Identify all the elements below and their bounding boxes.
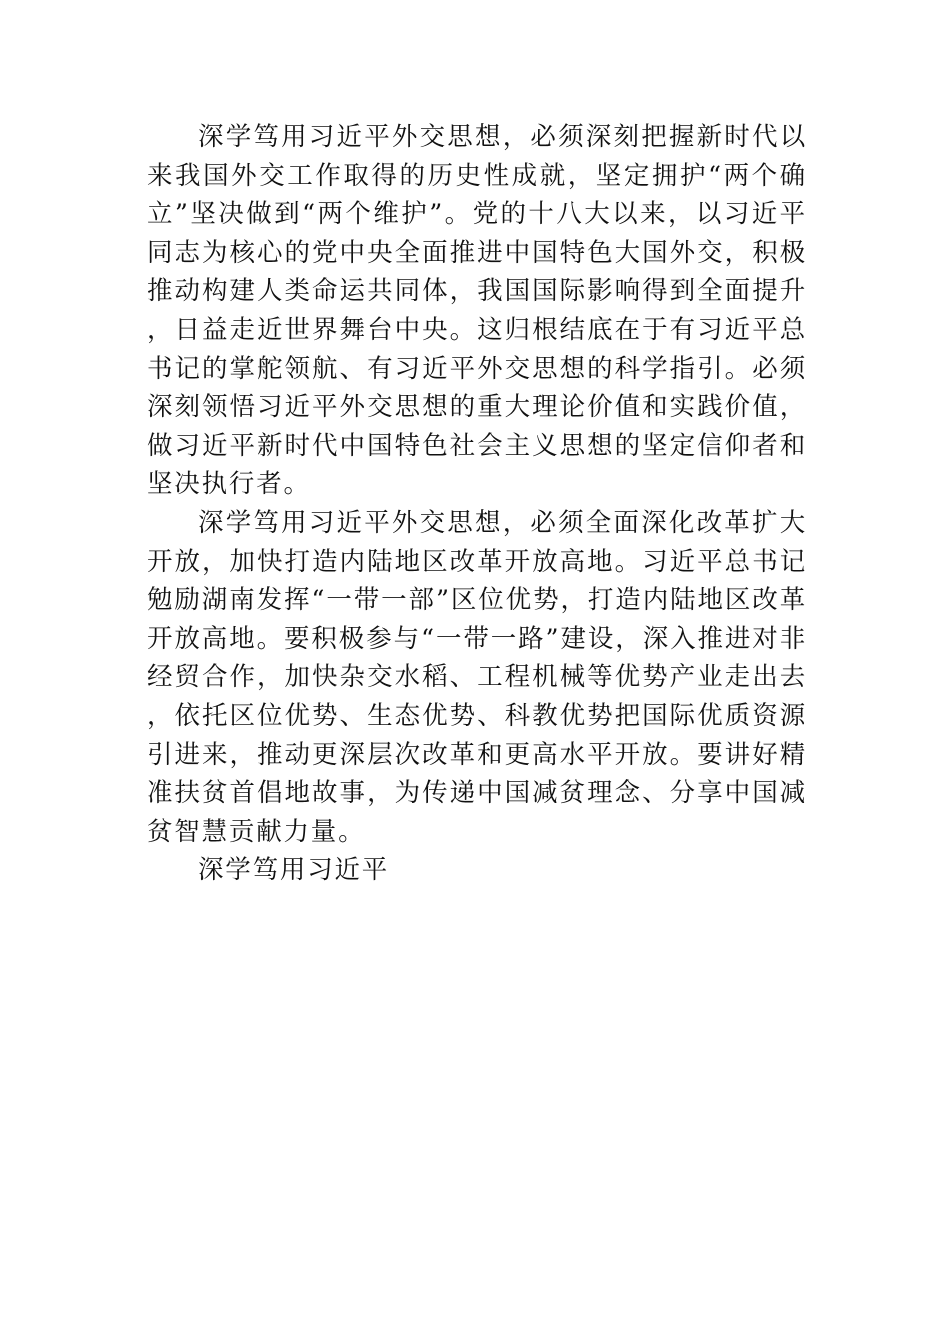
paragraph-1: 深学笃用习近平外交思想，必须深刻把握新时代以来我国外交工作取得的历史性成就，坚定拥护“两个确立”坚决做到“两个维护”。党的十八大以来，以习近平同志为核心的党中央全面推进中国特色大国外交，积极推动构建人类命运共同体，我国国际影响得到全面提升，日益走近世界舞台中央。这归根结底在于有习近平总书记的掌舵领航、有习近平外交思想的科学指引。必须深刻领悟习近平外交思想的重大理论价值和实践价值，做习近平新时代中国特色社会主义思想的坚定信仰者和坚决执行者。	[147, 122, 807, 500]
document-body	[147, 118, 807, 890]
paragraph-3: 深学笃用习近平	[198, 855, 390, 886]
paragraph-2: 深学笃用习近平外交思想，必须全面深化改革扩大开放，加快打造内陆地区改革开放高地。习近平总书记勉励湖南发挥“一带一部”区位优势，打造内陆地区改革开放高地。要积极参与“一带一路”建设，深入推进对非经贸合作，加快杂交水稻、工程机械等优势产业走出去，依托区位优势、生态优势、科教优势把国际优质资源引进来，推动更深层次改革和更高水平开放。要讲好精准扶贫首倡地故事，为传递中国减贫理念、分享中国减贫智慧贡献力量。	[147, 507, 807, 847]
